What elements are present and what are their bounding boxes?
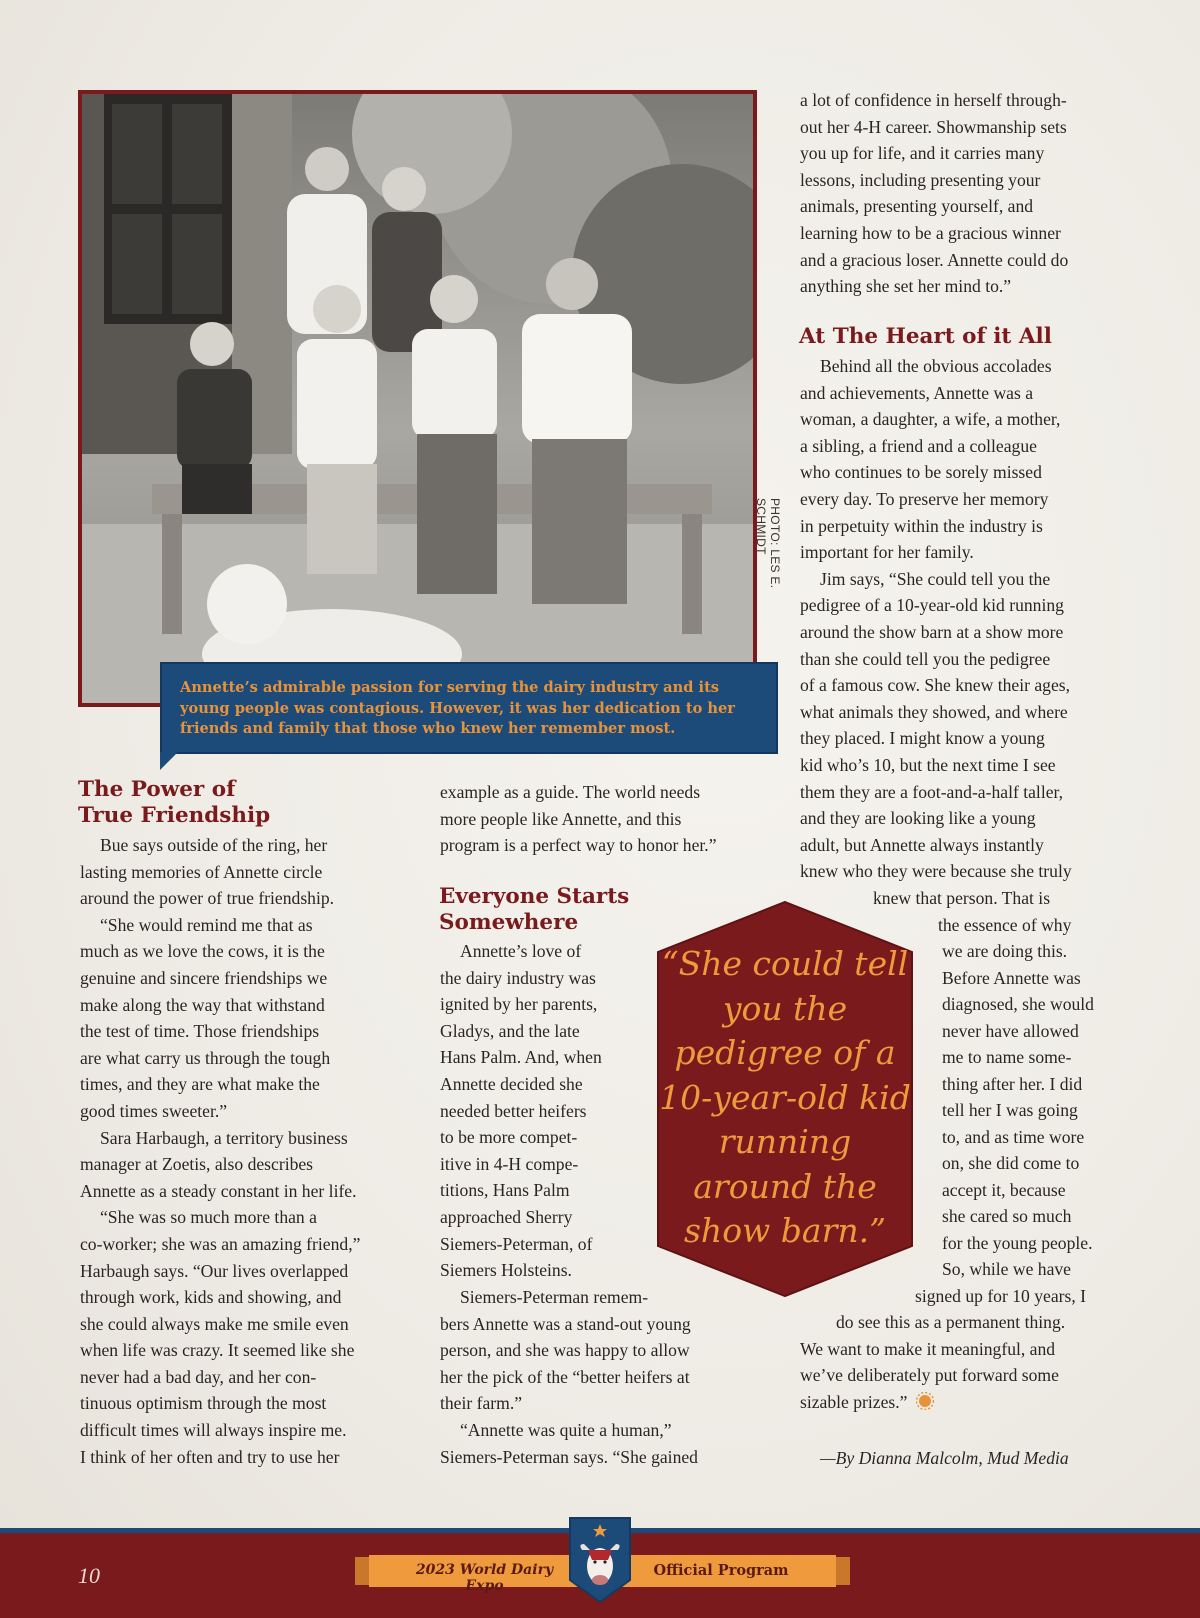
pull-quote-text: “She could tell you the pedigree of a 10-year-old kid running around the show barn.”	[659, 944, 911, 1250]
text-line: are what carry us through the tough	[80, 1047, 331, 1068]
text-line: Siemers-Peterman says. “She gained	[440, 1446, 698, 1467]
text-line: pedigree of a 10-year-old kid running	[800, 595, 1064, 616]
text-line: person, and she was happy to allow	[440, 1340, 690, 1361]
family-photo-illustration	[82, 94, 753, 703]
everyone-column-wide	[440, 1284, 780, 1470]
text-line: every day. To preserve her memory	[800, 488, 1049, 509]
text-line: approached Sherry	[440, 1206, 573, 1227]
cow-shield-logo	[568, 1514, 632, 1604]
wrap-line-16: do see this as a permanent thing.	[836, 1312, 1066, 1332]
heading-heart: At The Heart of it All	[799, 324, 1052, 349]
heading-friendship-line2: True Friendship	[78, 803, 271, 828]
end-mark-icon	[916, 1392, 934, 1410]
wrap-line-1: the essence of why	[938, 915, 1072, 935]
text-line: to be more compet-	[440, 1127, 578, 1148]
text-line: through work, kids and showing, and	[80, 1287, 342, 1308]
text-line: manager at Zoetis, also describes	[80, 1154, 314, 1175]
text-line: woman, a daughter, a wife, a mother,	[800, 409, 1061, 430]
text-line: Annette’s love of	[460, 941, 582, 961]
heading-everyone	[439, 884, 629, 936]
text-line: a sibling, a friend and a colleague	[800, 435, 1037, 456]
wrap-line-14: So, while we have	[942, 1259, 1071, 1279]
wrap-line-17: We want to make it meaningful, and	[800, 1339, 1056, 1359]
wrap-line-7: thing after her. I did	[942, 1074, 1083, 1094]
heart-column	[800, 353, 1140, 885]
caption-tail	[160, 752, 178, 770]
text-line: Sara Harbaugh, a territory business	[100, 1127, 348, 1148]
text-line: her the pick of the “better heifers at	[440, 1366, 690, 1387]
text-line: Gladys, and the late	[440, 1020, 580, 1041]
text-line: knew who they were because she truly	[800, 861, 1072, 882]
text-line: they placed. I might know a young	[800, 728, 1045, 749]
photo-caption: Annette’s admirable passion for serving the dairy industry and its young people was contagious. However, it was her dedication to her friends and family that those who knew her remember most.	[160, 662, 778, 754]
text-line: than she could tell you the pedigree	[800, 648, 1051, 669]
byline: —By Dianna Malcolm, Mud Media	[820, 1448, 1069, 1468]
text-line: bers Annette was a stand-out young	[440, 1313, 691, 1334]
text-line: Annette as a steady constant in her life.	[80, 1180, 357, 1201]
text-line: Siemers-Peterman remem-	[460, 1287, 649, 1307]
photo-credit: PHOTO: LES E. SCHMIDT	[754, 498, 782, 589]
wrap-line-19	[800, 1389, 940, 1416]
text-line: out her 4-H career. Showmanship sets	[800, 116, 1067, 137]
text-line: a lot of confidence in herself through-	[800, 90, 1067, 110]
family-photo	[78, 90, 757, 707]
text-line: of a famous cow. She knew their ages,	[800, 675, 1071, 696]
wrap-line-8: tell her I was going	[942, 1100, 1078, 1120]
text-line: animals, presenting yourself, and	[800, 196, 1034, 217]
text-line: learning how to be a gracious winner	[800, 222, 1061, 243]
text-line: important for her family.	[800, 542, 974, 563]
banner-right-text: Official Program	[653, 1562, 789, 1579]
text-line: make along the way that withstand	[80, 994, 325, 1015]
text-line: program is a perfect way to honor her.”	[440, 835, 717, 856]
text-line: good times sweeter.”	[80, 1100, 228, 1121]
text-line: lasting memories of Annette circle	[80, 861, 323, 882]
friendship-column	[80, 832, 420, 1470]
text-line: ignited by her parents,	[440, 994, 598, 1015]
text-line: the dairy industry was	[440, 967, 596, 988]
banner-left-text: 2023 World Dairy Expo	[415, 1562, 554, 1594]
text-line: titions, Hans Palm	[440, 1180, 570, 1201]
page-number: 10	[78, 1563, 100, 1588]
text-line: what animals they showed, and where	[800, 701, 1068, 722]
text-line: adult, but Annette always instantly	[800, 834, 1044, 855]
wrap-line-11: accept it, because	[942, 1180, 1066, 1200]
text-line: co-worker; she was an amazing friend,”	[80, 1233, 361, 1254]
wrap-line-9: to, and as time wore	[942, 1127, 1085, 1147]
wrap-line-13: for the young people.	[942, 1233, 1093, 1253]
text-line: around the power of true friendship.	[80, 888, 335, 909]
wrap-line-4: diagnosed, she would	[942, 994, 1094, 1014]
text-line: times, and they are what make the	[80, 1074, 320, 1095]
text-line: the test of time. Those friendships	[80, 1021, 320, 1042]
text-line: around the show barn at a show more	[800, 621, 1064, 642]
text-line: them they are a foot-and-a-half taller,	[800, 781, 1064, 802]
text-line: when life was crazy. It seemed like she	[80, 1340, 355, 1361]
text-line: Siemers Holsteins.	[440, 1260, 572, 1281]
text-line: Hans Palm. And, when	[440, 1047, 602, 1068]
text-line: “Annette was quite a human,”	[460, 1419, 672, 1440]
everyone-column-narrow	[440, 938, 655, 1284]
heading-friendship	[78, 777, 270, 829]
wrap-line-10: on, she did come to	[942, 1153, 1080, 1173]
text-line: she could always make me smile even	[80, 1313, 349, 1334]
text-line: “She was so much more than a	[100, 1207, 317, 1228]
text-line: “She would remind me that as	[100, 914, 313, 935]
text-line: genuine and sincere friendships we	[80, 967, 328, 988]
heading-everyone-line2: Somewhere	[439, 910, 579, 935]
text-line: kid who’s 10, but the next time I see	[800, 754, 1056, 775]
text-line: Bue says outside of the ring, her	[100, 835, 328, 855]
wrap-line-2: we are doing this.	[942, 941, 1068, 961]
text-line: who continues to be sorely missed	[800, 462, 1042, 483]
pull-quote	[656, 900, 914, 1298]
wrap-line-12: she cared so much	[942, 1206, 1072, 1226]
text-line: difficult times will always inspire me.	[80, 1420, 347, 1441]
text-line: Harbaugh says. “Our lives overlapped	[80, 1260, 349, 1281]
heading-everyone-line1: Everyone Starts	[439, 884, 630, 909]
wrap-line-18: we’ve deliberately put forward some	[800, 1365, 1059, 1385]
text-line: Siemers-Peterman, of	[440, 1233, 593, 1254]
text-line: Annette decided she	[440, 1073, 583, 1094]
wrap-line-0: knew that person. That is	[873, 888, 1051, 908]
text-line: and a gracious loser. Annette could do	[800, 249, 1069, 270]
text-line: you up for life, and it carries many	[800, 143, 1045, 164]
text-line: I think of her often and try to use her	[80, 1446, 340, 1467]
text-line: in perpetuity within the industry is	[800, 515, 1043, 536]
text-line: Behind all the obvious accolades	[820, 356, 1052, 376]
wrap-line-5: never have allowed	[942, 1021, 1079, 1041]
middle-column-top	[440, 779, 780, 859]
text-line: Jim says, “She could tell you the	[820, 568, 1051, 589]
text-line: and achievements, Annette was a	[800, 382, 1034, 403]
wrap-line-6: me to name some-	[942, 1047, 1072, 1067]
wrap-line-3: Before Annette was	[942, 968, 1081, 988]
text-line: more people like Annette, and this	[440, 808, 682, 829]
text-line: lessons, including presenting your	[800, 169, 1041, 190]
text-line: never had a bad day, and her con-	[80, 1366, 317, 1387]
text-line: itive in 4-H compe-	[440, 1153, 579, 1174]
wrap-line-15: signed up for 10 years, I	[915, 1286, 1087, 1306]
heading-friendship-line1: The Power of	[78, 777, 236, 802]
text-line: their farm.”	[440, 1393, 523, 1414]
wrap-line-19-text: sizable prizes.”	[800, 1392, 908, 1412]
text-line: tinuous optimism through the most	[80, 1393, 327, 1414]
right-column-top	[800, 87, 1140, 300]
text-line: needed better heifers	[440, 1100, 587, 1121]
text-line: and they are looking like a young	[800, 808, 1036, 829]
text-line: much as we love the cows, it is the	[80, 941, 325, 962]
text-line: example as a guide. The world needs	[440, 782, 701, 802]
text-line: anything she set her mind to.”	[800, 276, 1012, 297]
